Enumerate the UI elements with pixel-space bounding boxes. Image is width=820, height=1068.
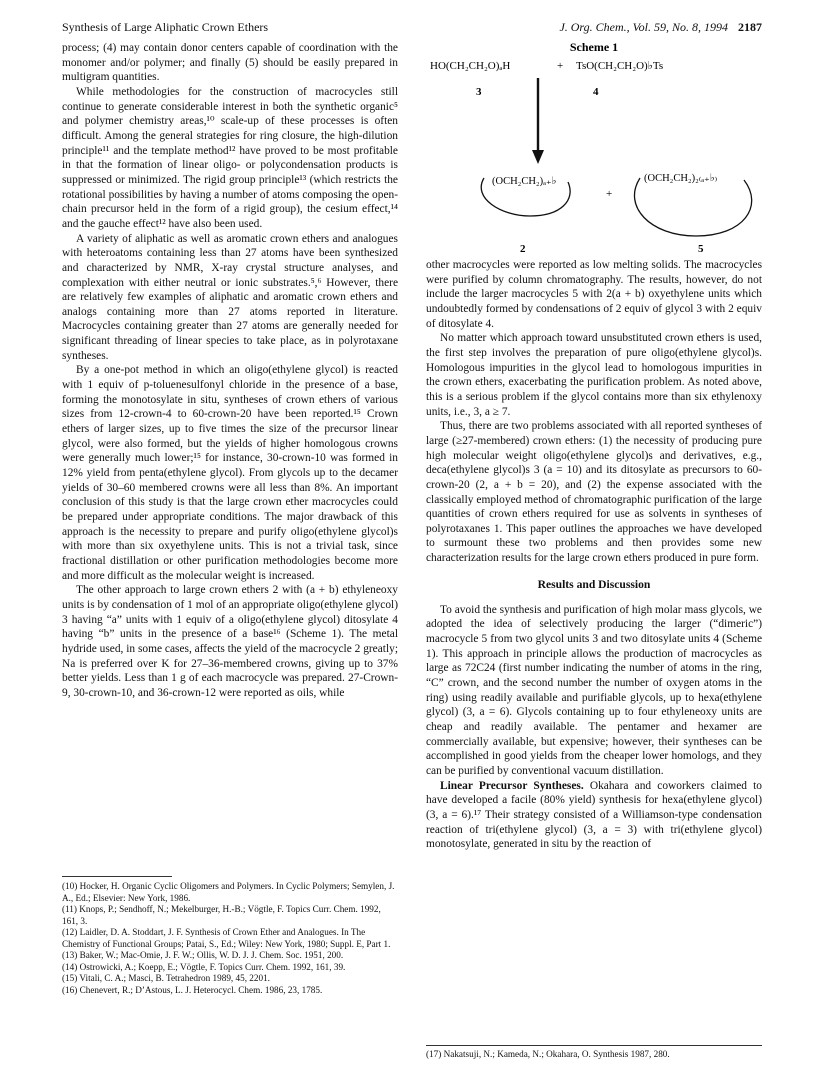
journal-name: J. Org. Chem., Vol. 59, No. 8, 1994 <box>559 20 728 34</box>
paragraph: While methodologies for the construction of macrocycles still continue to generate considerable interest in both the synthetic organic⁵ and polymer chemistry areas,¹⁰ scale-up of these processes is often difficult. Among the general strategies for ring closure, the high-dilution principle¹¹ and the template method¹² have proved to be most profitable in that the formation of linear oligo- or polycondensation products is suppressed or minimized. The rigid group principle¹³ (which restricts the rotational possibilities by having a number of atoms composing the open-chain precursor held in the form of a rigid group), the cesium effect,¹⁴ and the gauche effect¹² have also been used. <box>62 85 398 230</box>
paragraph: other macrocycles were reported as low melting solids. The macrocycles were purified by column chromatography. The results, however, do not include the larger macrocycles 5 with 2(a + b) oxyethylene units which undoubtedly formed by condensations of 2 equiv of glycol 3 with 2 equiv of ditosylate 4. <box>426 259 762 330</box>
subsection-text: Okahara and coworkers claimed to have developed a facile (80% yield) synthesis for hexa(ethylene glycol) (3, a = 6).¹⁷ Their strategy consisted of a Williamson-type condensation reaction of tri(ethylene glycol) (3, a = 3) with tri(ethylene glycol) monotosylate, generated in situ by the reaction of <box>426 779 762 851</box>
footnote: (14) Ostrowicki, A.; Koepp, E.; Vögtle, F. Topics Curr. Chem. 1992, 161, 39. <box>62 961 346 972</box>
footnotes-left <box>62 876 398 996</box>
left-column <box>62 41 398 701</box>
small-ring-label: (OCH₂CH₂)ₐ₊♭ <box>492 176 557 187</box>
compound-label-2: 2 <box>520 243 526 255</box>
paragraph: process; (4) may contain donor centers capable of coordination with the monomer and/or polymer; and finally (5) should be easily prepared in multigram quantities. <box>62 42 398 84</box>
footnote-rule <box>62 876 172 877</box>
footnote: (12) Laidler, D. A. Stoddart, J. F. Synthesis of Crown Ether and Analogues. In The Chemistry of Functional Groups; Patai, S., Ed.; Wiley: New York, 1980; Suppl. E, Part 1. <box>62 927 391 949</box>
arrow-head <box>532 150 544 164</box>
footnote: (17) Nakatsuji, N.; Kameda, N.; Okahara, O. Synthesis 1987, 280. <box>426 1049 670 1059</box>
footnote-rule <box>426 1045 762 1046</box>
paragraph: No matter which approach toward unsubstituted crown ethers is used, the first step involves the preparation of pure oligo(ethylene glycol)s. Homologous impurities in the glycol lead to homologous impurities in the crown ethers, exacerbating the purification problem. As noted above, this is a serious problem if the glycol contains more than six ethylenoxy units, i.e., 3, a ≥ 7. <box>426 332 762 418</box>
right-column <box>426 258 762 852</box>
page-number: 2187 <box>738 20 762 34</box>
journal-citation <box>559 20 762 35</box>
running-header <box>62 20 762 36</box>
compound-label-3: 3 <box>476 86 482 98</box>
footnote: (11) Knops, P.; Sendhoff, N.; Mekelburger, H.-B.; Vögtle, F. Topics Curr. Chem. 1992, 161, 3. <box>62 904 381 926</box>
paragraph <box>426 779 762 852</box>
scheme-1 <box>426 38 762 256</box>
footnote: (10) Hocker, H. Organic Cyclic Oligomers and Polymers. In Cyclic Polymers; Semylen, J. A., Ed.; Elsevier: New York, 1986. <box>62 881 395 903</box>
scheme-title: Scheme 1 <box>569 40 619 54</box>
paragraph: The other approach to large crown ethers 2 with (a + b) ethyleneoxy units is by condensation of 1 mol of an appropriate oligo(ethylene glycol) 3 having “a” units with 1 equiv of a oligo(ethylene glycol) ditosylate 4 having “b” units in the presence of a base¹⁶ (Scheme 1). The metal hydride used, in some cases, affects the yield of the macrocycle 2 greatly; Na is preferred over K for 27–36-membered crowns, giving up to 37% better yields. Less than 1 g of each macrocycle was prepared. 27-Crown-9, 30-crown-10, and 36-crown-12 were reported as oils, while <box>62 584 398 699</box>
reactant-glycol: HO(CH₂CH₂O)ₐH <box>430 60 511 72</box>
footnotes-right <box>426 1045 762 1061</box>
plus-sign: + <box>606 188 613 200</box>
footnote: (13) Baker, W.; Mac-Omie, J. F. W.; Ollis, W. D. J. J. Chem. Soc. 1951, 200. <box>62 950 344 960</box>
paragraph: A variety of aliphatic as well as aromatic crown ethers and analogues with heteroatoms containing less than 27 atoms have been synthesized and characterized by NMR, X-ray crystal structure analyses, and complexation with either neutral or ionic substrates.⁵,⁶ However, there are relatively few examples of aliphatic and aromatic crown ethers and analogs containing more than 27 atoms reported in literature. Macrocycles containing greater than 27 atoms are generally needed for significant threading of linear species to take place, as in polyrotaxane syntheses. <box>62 232 398 362</box>
footnote: (15) Vitali, C. A.; Masci, B. Tetrahedron 1989, 45, 2201. <box>62 973 270 983</box>
large-ring-label: (OCH₂CH₂)₂₍ₐ₊♭₎ <box>644 173 718 184</box>
paragraph: To avoid the synthesis and purification of high molar mass glycols, we adopted the idea of selectively producing the larger (“dimeric”) macrocycle 5 from two glycol units 3 and two ditosylate units 4 (Scheme 1). This approach in principle allows the production of macrocycles as large as 72C24 (first number indicating the number of atoms in the ring, “C” crown, and the second number the number of oxygen atoms in the ring) using readily available and purifiable glycols, up to hexa(ethylene glycol) (3, a = 6). Glycols containing up to four ethyleneoxy units are cheap and readily available. The pentamer and hexamer are commercially available, but expensive; however, their syntheses can be accomplished in good yields from the cheaper lower homologs, and they can be purified by conventional vacuum distillation. <box>426 603 762 777</box>
reactant-ditosylate: TsO(CH₂CH₂O)♭Ts <box>576 60 664 72</box>
footnote: (16) Chenevert, R.; D’Astous, L. J. Heterocycl. Chem. 1986, 23, 1785. <box>62 984 323 995</box>
compound-label-4: 4 <box>593 86 599 98</box>
plus-sign: + <box>557 60 564 72</box>
subsection-heading: Linear Precursor Syntheses. <box>440 779 584 792</box>
compound-label-5: 5 <box>698 243 704 255</box>
paragraph: Thus, there are two problems associated with all reported syntheses of large (≥27-membered) crown ethers: (1) the necessity of producing pure high molecular weight oligo(ethylene glycol)s and derivatives, e.g., deca(ethylene glycol)s 3 (a = 10) and its ditosylate as precursors to 60-crown-20 (2, a + b = 20), and (2) the expense associated with the classically employed method of chromatographic purification of the large quantities of crown ethers required for use as solvents in syntheses of polyrotaxanes 1. This paper outlines the approaches we have developed to surmount these two problems and then provides some new characterization results for the large crown ethers produced in pure form. <box>426 420 762 565</box>
running-title: Synthesis of Large Aliphatic Crown Ethers <box>62 20 269 34</box>
paragraph: By a one-pot method in which an oligo(ethylene glycol) is reacted with 1 equiv of p-toluenesulfonyl chloride in the presence of a base, forming the monotosylate in situ, syntheses of crown ethers of various sizes from 12-crown-4 to 60-crown-20 have been reported.¹⁵ Crown ethers of larger sizes, up to five times the size of the precursor linear glycol, were also formed, but the yields of higher homologous crowns were generally much lower;¹⁵ for instance, 30-crown-10 was formed in 12% yield from penta(ethylene glycol). From glycols up to the decamer yields of 30–60 membered crowns were all less than 8%. An important conclusion of this study is that the large crown ether macrocycles could be prepared under appropriate conditions. The major drawback of this approach is the necessity to prepare and purify oligo(ethylene glycol)s with more than six oxyethylene units. This is not a trivial task, since fractional distillation or other purification methodologies become more and more difficult as the molecular weight is increased. <box>62 364 398 582</box>
large-ring-arc <box>634 178 751 236</box>
section-heading: Results and Discussion <box>537 577 651 591</box>
